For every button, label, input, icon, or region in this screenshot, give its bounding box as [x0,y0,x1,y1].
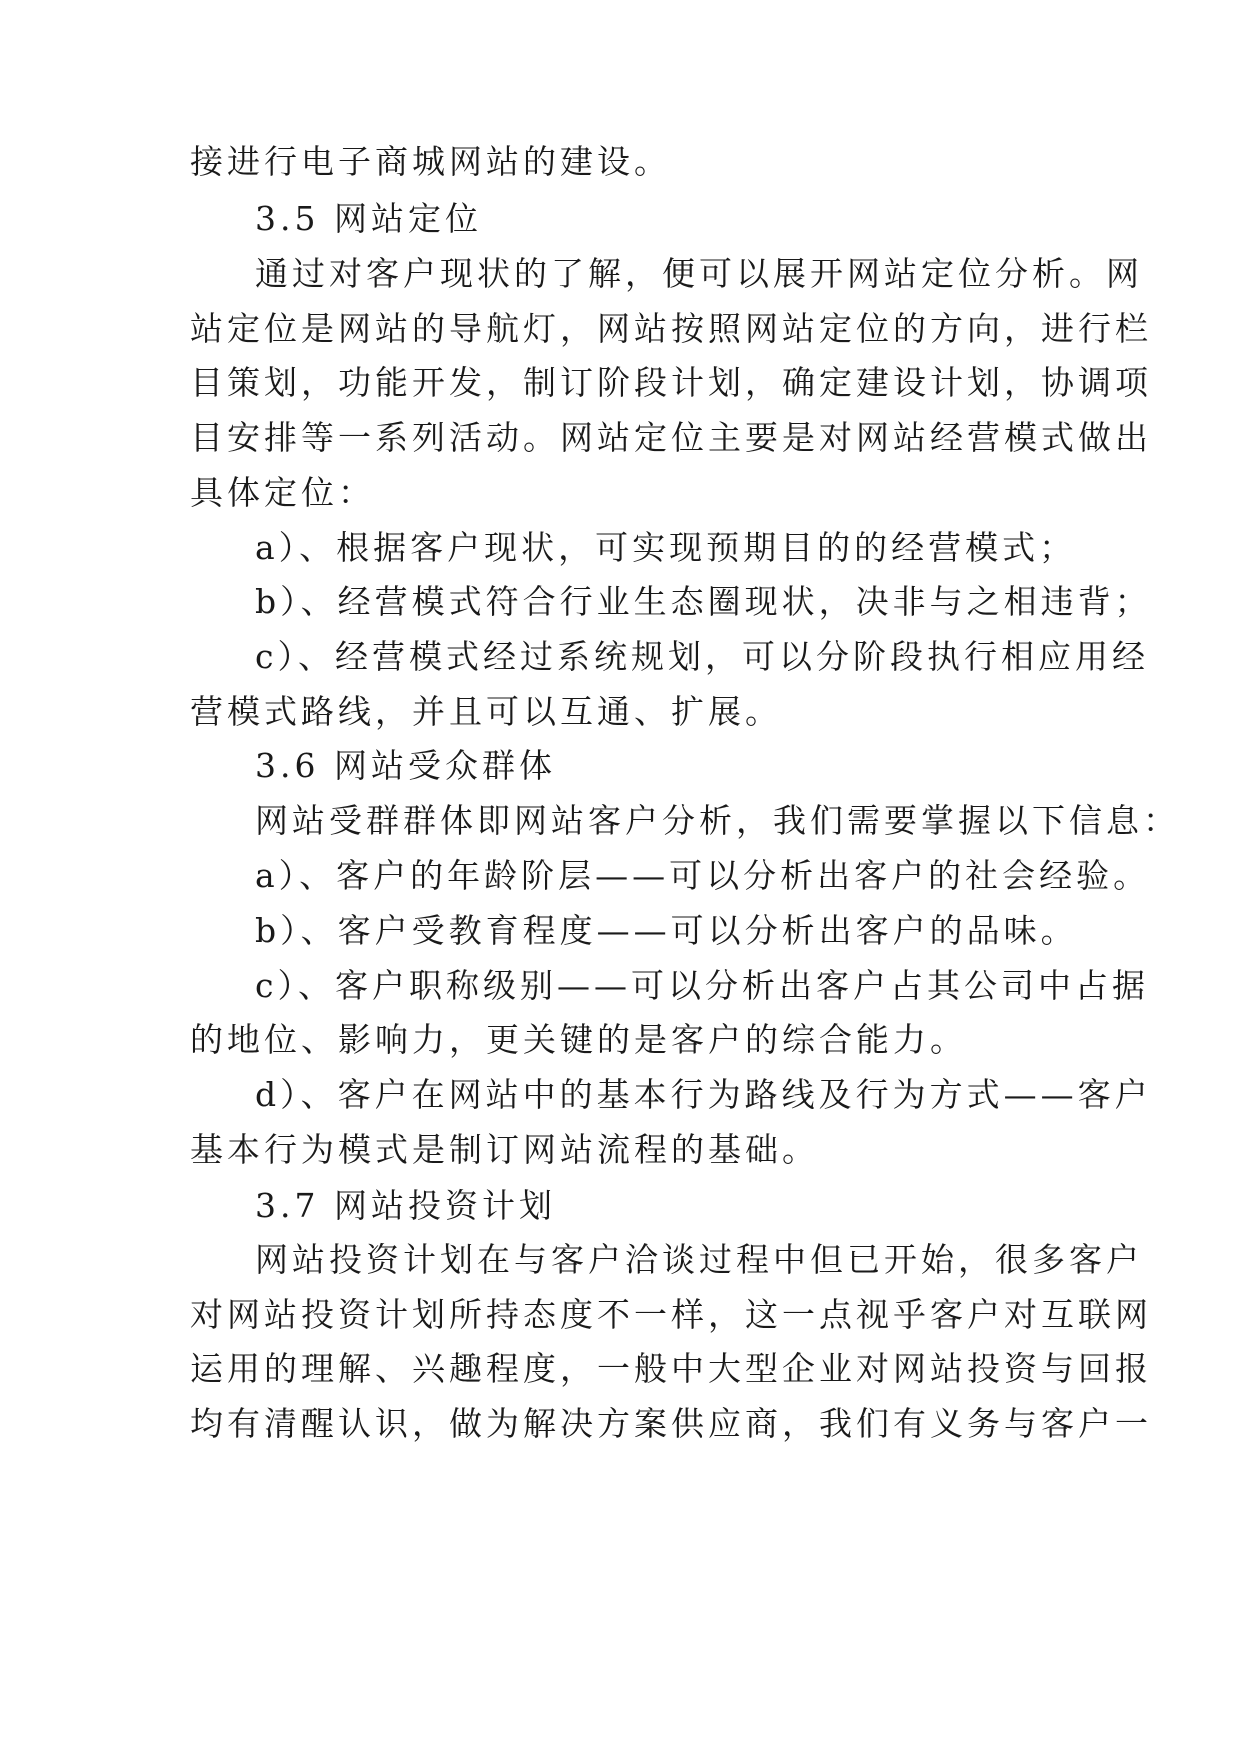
paragraph-line: 基本行为模式是制订网站流程的基础。 [190,1130,819,1169]
section-heading: 3.6 网站受众群体 [255,746,556,785]
list-item: a）、根据客户现状，可实现预期目的的经营模式； [255,528,1077,567]
paragraph-line: 的地位、影响力，更关键的是客户的综合能力。 [190,1020,967,1059]
list-item: b）、客户受教育程度——可以分析出客户的品味。 [255,911,1078,950]
section-heading: 3.7 网站投资计划 [255,1186,556,1225]
paragraph-line: 具体定位： [190,473,375,512]
paragraph-line: 运用的理解、兴趣程度，一般中大型企业对网站投资与回报 [190,1349,1152,1388]
paragraph-line: 站定位是网站的导航灯，网站按照网站定位的方向，进行栏 [190,309,1152,348]
list-item: c）、客户职称级别——可以分析出客户占其公司中占据 [255,966,1149,1005]
paragraph-line: 接进行电子商城网站的建设。 [190,142,671,181]
list-item: a）、客户的年龄阶层——可以分析出客户的社会经验。 [255,856,1151,895]
paragraph-line: 营模式路线，并且可以互通、扩展。 [190,692,782,731]
paragraph-line: 均有清醒认识，做为解决方案供应商，我们有义务与客户一 [190,1404,1152,1443]
paragraph-line: 通过对客户现状的了解，便可以展开网站定位分析。网 [255,254,1143,293]
paragraph-line: 对网站投资计划所持态度不一样，这一点视乎客户对互联网 [190,1295,1152,1334]
paragraph-line: 网站投资计划在与客户洽谈过程中但已开始，很多客户 [255,1240,1143,1279]
list-item: b）、经营模式符合行业生态圈现状，决非与之相违背； [255,582,1152,621]
list-item: d）、客户在网站中的基本行为路线及行为方式——客户 [255,1075,1152,1114]
paragraph-line: 目安排等一系列活动。网站定位主要是对网站经营模式做出 [190,418,1152,457]
section-heading: 3.5 网站定位 [255,199,482,238]
paragraph-line: 网站受群群体即网站客户分析，我们需要掌握以下信息： [255,801,1180,840]
list-item: c）、经营模式经过系统规划，可以分阶段执行相应用经 [255,637,1149,676]
paragraph-line: 目策划，功能开发，制订阶段计划，确定建设计划，协调项 [190,363,1152,402]
